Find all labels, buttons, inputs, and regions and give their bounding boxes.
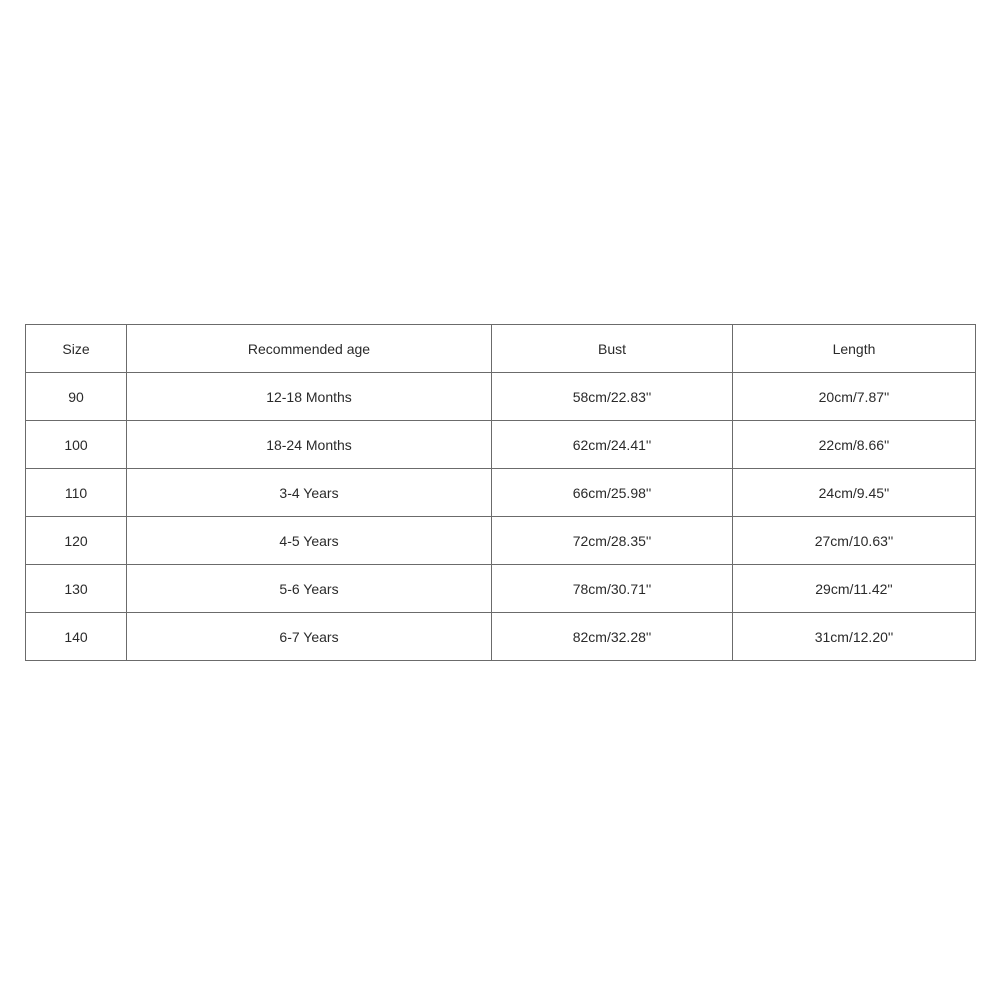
cell-size: 140 — [26, 613, 127, 661]
cell-bust: 66cm/25.98'' — [492, 469, 733, 517]
cell-bust: 72cm/28.35'' — [492, 517, 733, 565]
table-row — [26, 373, 976, 421]
cell-size: 100 — [26, 421, 127, 469]
cell-length: 22cm/8.66'' — [733, 421, 976, 469]
cell-bust: 78cm/30.71'' — [492, 565, 733, 613]
header-size: Size — [26, 325, 127, 373]
table-header-row — [26, 325, 976, 373]
header-bust: Bust — [492, 325, 733, 373]
cell-length: 29cm/11.42'' — [733, 565, 976, 613]
cell-recommended-age: 6-7 Years — [127, 613, 492, 661]
cell-bust: 62cm/24.41'' — [492, 421, 733, 469]
table-row — [26, 613, 976, 661]
cell-size: 110 — [26, 469, 127, 517]
table-row — [26, 421, 976, 469]
table-row — [26, 517, 976, 565]
cell-bust: 58cm/22.83'' — [492, 373, 733, 421]
cell-recommended-age: 12-18 Months — [127, 373, 492, 421]
cell-bust: 82cm/32.28'' — [492, 613, 733, 661]
cell-length: 27cm/10.63'' — [733, 517, 976, 565]
cell-length: 31cm/12.20'' — [733, 613, 976, 661]
table-row — [26, 565, 976, 613]
cell-size: 120 — [26, 517, 127, 565]
cell-length: 20cm/7.87'' — [733, 373, 976, 421]
size-chart-table — [25, 324, 976, 661]
cell-size: 90 — [26, 373, 127, 421]
cell-length: 24cm/9.45'' — [733, 469, 976, 517]
header-recommended-age: Recommended age — [127, 325, 492, 373]
cell-recommended-age: 18-24 Months — [127, 421, 492, 469]
header-length: Length — [733, 325, 976, 373]
cell-recommended-age: 3-4 Years — [127, 469, 492, 517]
table-row — [26, 469, 976, 517]
cell-size: 130 — [26, 565, 127, 613]
cell-recommended-age: 5-6 Years — [127, 565, 492, 613]
cell-recommended-age: 4-5 Years — [127, 517, 492, 565]
